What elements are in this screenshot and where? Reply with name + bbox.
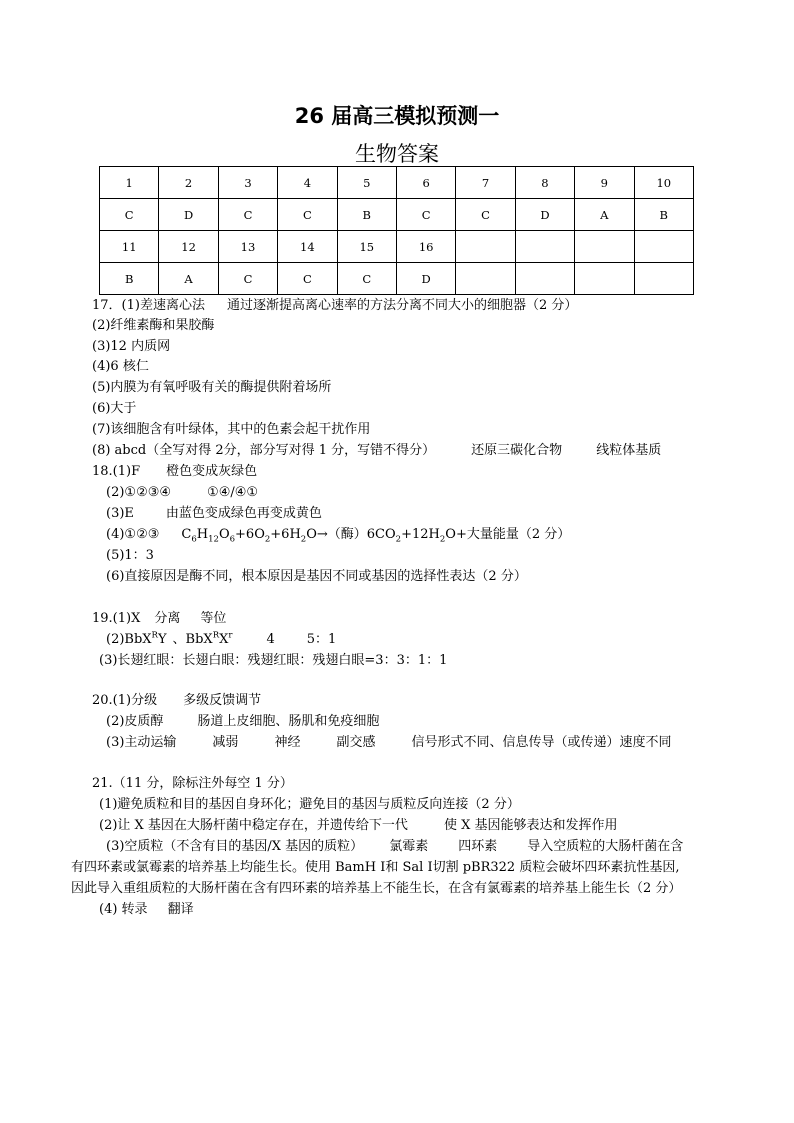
q17-answer-8: (8) abcd（全写对得 2分，部分写对得 1 分，写错不得分）: [92, 443, 436, 458]
q17-line-8: [92, 443, 661, 459]
answer-table-cell: B: [100, 263, 159, 295]
q17-answer-1: 17．(1)差速离心法: [92, 298, 205, 313]
answer-table-cell: 5: [337, 167, 396, 199]
q20-answer-1: 20.(1)分级: [92, 693, 158, 708]
q21-answer-3: (3)空质粒（不含有目的基因/X 基因的质粒）: [106, 839, 364, 854]
q18-line-1: [92, 464, 257, 480]
q19-line-3: (3)长翅红眼：长翅白眼：残翅红眼：残翅白眼=3：3：1：1: [99, 653, 448, 668]
answer-table-row: [100, 231, 694, 263]
answer-table-cell: D: [396, 263, 455, 295]
answer-table-row: [100, 263, 694, 295]
q21-answer-3-c: 四环素: [458, 839, 498, 854]
answer-table-cell: [575, 231, 634, 263]
answer-table-cell: [575, 263, 634, 295]
q20-answer-3-b: 减弱: [212, 735, 239, 750]
q21-answer-2: (2)让 X 基因在大肠杆菌中稳定存在，并遗传给下一代: [99, 818, 408, 833]
answer-table-cell: D: [159, 199, 218, 231]
answer-table-cell: 2: [159, 167, 218, 199]
answer-table-cell: C: [100, 199, 159, 231]
q21-line-4: [106, 839, 683, 855]
q21-line-1: 21.（11 分，除标注外每空 1 分）: [92, 776, 293, 791]
answer-table-cell: A: [159, 263, 218, 295]
q17-answer-8-b: 还原三碳化合物: [471, 443, 563, 458]
answer-table-cell: C: [456, 199, 515, 231]
q17-line-5: (5)内膜为有氧呼吸有关的酶提供附着场所: [92, 380, 332, 395]
answer-table-cell: C: [278, 263, 337, 295]
q18-answer-1-b: 橙色变成灰绿色: [166, 464, 258, 479]
q20-answer-3: (3)主动运输: [106, 735, 177, 750]
q18-line-3: [106, 506, 322, 522]
q20-answer-3-e: 信号形式不同、信息传导（或传递）速度不同: [411, 735, 672, 750]
q19-answer-1: 19.(1)X: [92, 611, 141, 626]
answer-table-cell: 1: [100, 167, 159, 199]
q17-line-2: (2)纤维素酶和果胶酶: [92, 318, 215, 333]
q21-answer-3-d: 导入空质粒的大肠杆菌在含: [527, 839, 684, 854]
q18-answer-2-b: ①④/④①: [207, 485, 259, 500]
q17-line-6: (6)大于: [92, 401, 137, 416]
answer-table-cell: D: [515, 199, 574, 231]
q20-line-3: [106, 735, 671, 751]
q21-line-3: [99, 818, 617, 834]
q19-answer-1-b: 分离: [154, 611, 181, 626]
answer-table-cell: [634, 263, 693, 295]
answer-table-cell: B: [634, 199, 693, 231]
q18-answer-3: (3)E: [106, 506, 134, 521]
answer-table-cell: 12: [159, 231, 218, 263]
q18-answer-2: (2)①②③④: [106, 485, 172, 500]
answer-table-cell: C: [337, 263, 396, 295]
answer-table-cell: 15: [337, 231, 396, 263]
q21-answer-3-b: 氯霉素: [389, 839, 429, 854]
q21-answer-4: (4) 转录: [99, 902, 148, 917]
answer-table-cell: C: [396, 199, 455, 231]
answer-table-row: [100, 199, 694, 231]
q18-line-4: [106, 527, 570, 543]
q19-answer-2-b: 4: [266, 632, 275, 647]
page-title: 26 届高三模拟预测一: [294, 104, 500, 128]
q20-answer-3-c: 神经: [274, 735, 301, 750]
q20-answer-3-d: 副交感: [336, 735, 376, 750]
q21-line-2: (1)避免质粒和目的基因自身环化；避免目的基因与质粒反向连接（2 分）: [99, 797, 520, 812]
q20-answer-1-b: 多级反馈调节: [183, 693, 262, 708]
q21-answer-4-b: 翻译: [167, 902, 194, 917]
answer-table-row: [100, 167, 694, 199]
answer-table-cell: 13: [218, 231, 277, 263]
answer-table-cell: C: [278, 199, 337, 231]
answer-table-cell: 10: [634, 167, 693, 199]
answer-table-cell: 14: [278, 231, 337, 263]
answer-table-cell: [634, 231, 693, 263]
q19-line-1: [92, 611, 226, 627]
q20-line-1: [92, 693, 261, 709]
answer-table-cell: [515, 263, 574, 295]
answer-table-cell: 8: [515, 167, 574, 199]
answer-table-cell: 9: [575, 167, 634, 199]
answer-table-cell: 7: [456, 167, 515, 199]
q17-line-7: (7)该细胞含有叶绿体，其中的色素会起干扰作用: [92, 422, 371, 437]
answer-table-cell: 11: [100, 231, 159, 263]
q17-line-1: [92, 298, 577, 314]
q18-line-6: (6)直接原因是酶不同，根本原因是基因不同或基因的选择性表达（2 分）: [106, 569, 527, 584]
q18-answer-3-b: 由蓝色变成绿色再变成黄色: [165, 506, 322, 521]
q17-answer-1-reason: 通过逐渐提高离心速率的方法分离不同大小的细胞器（2 分）: [226, 298, 578, 313]
q17-line-3: (3)12 内质网: [92, 339, 171, 354]
page-subtitle: 生物答案: [355, 142, 439, 166]
q18-answer-1: 18.(1)F: [92, 464, 141, 479]
answer-table-cell: A: [575, 199, 634, 231]
answer-table-cell: 3: [218, 167, 277, 199]
q19-answer-2-c: 5：1: [306, 632, 337, 647]
q21-line-7: [99, 902, 194, 918]
q21-line-6: 因此导入重组质粒的大肠杆菌在含有四环素的培养基上不能生长，在含有氯霉素的培养基上能生长（2 分）: [71, 881, 682, 896]
q20-line-2: [106, 714, 379, 730]
q19-answer-1-c: 等位: [200, 611, 227, 626]
answer-table-cell: [515, 231, 574, 263]
q17-line-4: (4)6 核仁: [92, 359, 149, 374]
answer-table-cell: 16: [396, 231, 455, 263]
q21-line-5: 有四环素或氯霉素的培养基上均能生长。使用 BamH Ⅰ和 Sal Ⅰ切割 pBR322 质粒会破坏四环素抗性基因,: [71, 860, 680, 875]
answer-table: [99, 166, 694, 295]
answer-table-cell: C: [218, 263, 277, 295]
answer-table-cell: [456, 263, 515, 295]
q20-answer-2-b: 肠道上皮细胞、肠肌和免疫细胞: [197, 714, 380, 729]
respiration-equation: $C_6H_{12}O_6+6O_2+6H_2O\to$（酶）$6CO_2+12H_2O+$大量能量（2 分）: [181, 527, 571, 545]
q20-answer-2: (2)皮质醇: [106, 714, 164, 729]
q19-genotypes: (2)BbX$^R$Y 、$BbX^RX^r$: [106, 630, 233, 647]
q18-answer-4: (4)①②③: [106, 527, 160, 542]
q19-line-2: [106, 632, 336, 648]
answer-table-cell: C: [218, 199, 277, 231]
q18-line-5: (5)1：3: [106, 548, 154, 563]
answer-table-cell: B: [337, 199, 396, 231]
answer-table-cell: [456, 231, 515, 263]
q17-answer-8-c: 线粒体基质: [596, 443, 662, 458]
q18-line-2: [106, 485, 258, 501]
q21-answer-2-b: 使 X 基因能够表达和发挥作用: [443, 818, 618, 833]
answer-table-cell: 6: [396, 167, 455, 199]
answer-table-cell: 4: [278, 167, 337, 199]
